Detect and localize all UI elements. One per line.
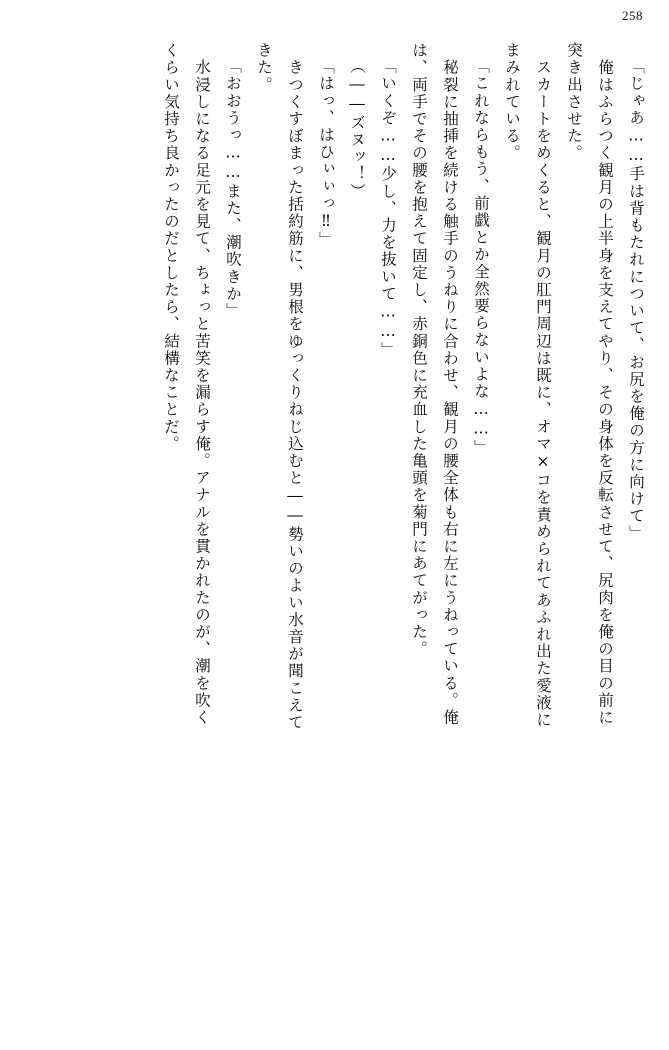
- text-line: は、両手でその腰を抱えて固定し、赤銅色に充血した亀頭を菊門にあてがった。: [410, 42, 428, 658]
- page-number: 258: [622, 8, 643, 23]
- text-line: 「じゃあ……手は背もたれについて、お尻を俺の方に向けて」: [627, 58, 645, 542]
- vertical-text-frame: [26, 42, 643, 1030]
- text-line: 秘裂に抽挿を続ける触手のうねりに合わせ、観月の腰全体も右に左にうねっている。俺: [441, 42, 459, 726]
- text-line: きつくすぼまった括約筋に、男根をゆっくりねじ込むと――勢いのよい水音が聞こえて: [286, 42, 304, 731]
- text-line: きた。: [255, 42, 273, 94]
- text-line: 「はっ、はひぃぃっ‼」: [317, 58, 335, 249]
- text-line: 突き出させた。: [565, 42, 583, 162]
- text-line: くらい気持ち良かったのだとしたら、結構なことだ。: [162, 42, 180, 453]
- text-line: 「おおうっ……また、潮吹きか」: [224, 58, 242, 320]
- text-line: 「いくぞ……少し、力を抜いて……」: [379, 58, 397, 359]
- text-line: 「これならもう、前戯とか全然要らないよな……」: [472, 58, 490, 457]
- text-line: まみれている。: [503, 42, 521, 162]
- text-line: （――ズヌッ！）: [348, 58, 366, 200]
- text-line: スカートをめくると、観月の肛門周辺は既に、オマ×コを責められてあふれ出た愛液に: [534, 42, 552, 729]
- text-line: 俺はふらつく観月の上半身を支えてやり、その身体を反転させて、尻肉を俺の目の前に: [596, 42, 614, 726]
- text-line: 水浸しになる足元を見て、ちょっと苦笑を漏らす俺。アナルを貫かれたのが、潮を吹く: [193, 42, 211, 726]
